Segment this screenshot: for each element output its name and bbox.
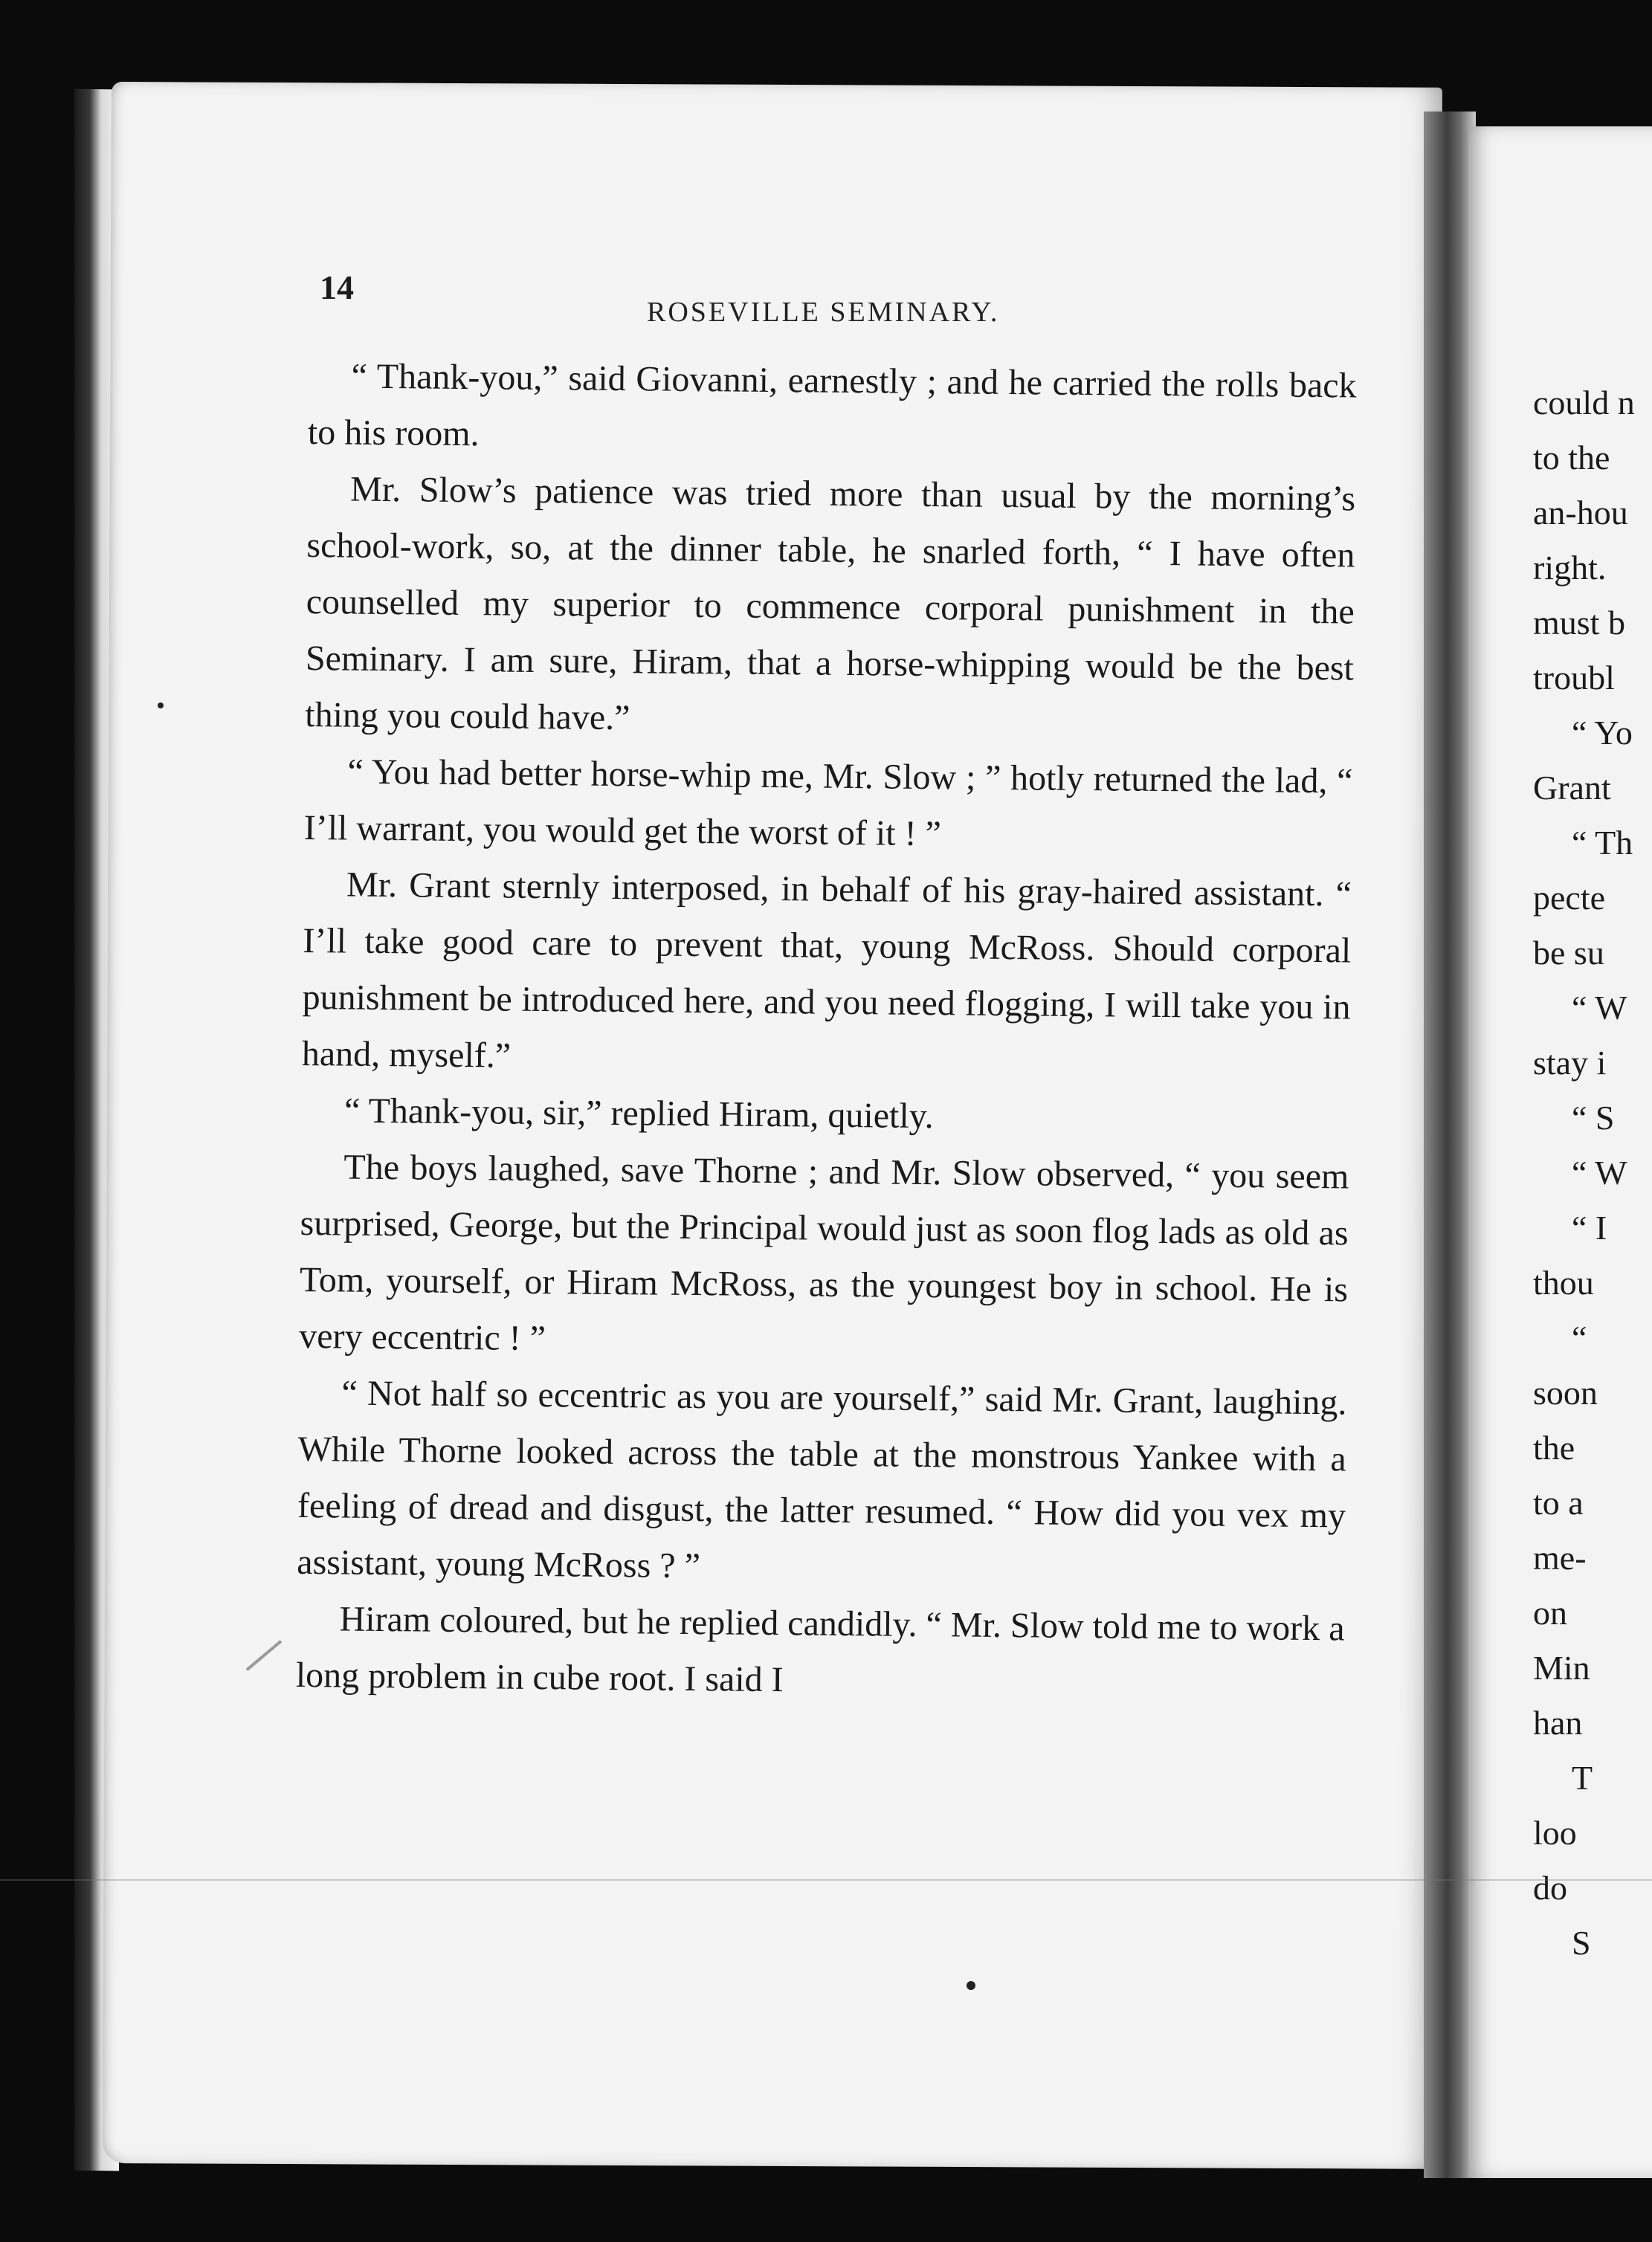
facing-page-line: “ S: [1572, 1099, 1615, 1137]
paragraph: Mr. Grant sternly interposed, in behalf of his gray-haired assistant. “ I’ll take good care to prevent that, young McRoss. Should corporal punishment be introduced here, and you need flogging, I will take you in hand, myself.”: [301, 865, 1352, 1076]
facing-page-line: pecte: [1533, 879, 1606, 917]
facing-page-line: stay i: [1533, 1044, 1607, 1082]
facing-page-line: could n: [1533, 384, 1635, 421]
paragraph: “ You had better horse-whip me, Mr. Slow ; ” hotly returned the lad, “ I’ll warrant, you would get the worst of it ! ”: [303, 752, 1353, 854]
facing-page-line: “ W: [1572, 1154, 1627, 1192]
paragraph: The boys laughed, save Thorne ; and Mr. Slow observed, “ you seem surprised, George, but the Principal would just as soon flog lads as old as Tom, yourself, or Hiram McRoss, as the youngest boy in school. He is very eccentric ! ”: [298, 1147, 1349, 1359]
facing-page-line: han: [1533, 1704, 1583, 1742]
facing-page-line: S: [1572, 1924, 1591, 1962]
facing-page-line: right.: [1533, 549, 1607, 587]
paragraph: “ Thank-you, sir,” replied Hiram, quietly.: [343, 1091, 934, 1137]
page-number: 14: [320, 268, 354, 306]
facing-page-line: the: [1533, 1429, 1575, 1467]
facing-page-line: an-hou: [1533, 494, 1628, 532]
paragraph: “ Thank-you,” said Giovanni, earnestly ; and he carried the rolls back to his room.: [307, 356, 1357, 454]
facing-page-line: T: [1572, 1759, 1593, 1797]
facing-page-line: do: [1533, 1869, 1567, 1907]
facing-page-line: “ Th: [1572, 824, 1633, 862]
facing-page-line: on: [1533, 1594, 1567, 1632]
facing-page-line: soon: [1533, 1374, 1598, 1412]
page-body-text: [295, 348, 1356, 1713]
paragraph: “ Not half so eccentric as you are yourself,” said Mr. Grant, laughing. While Thorne looked across the table at the monstrous Yankee with a feeling of dread and disgust, the latter resumed. “ How did you vex my assistant, young McRoss ? ”: [297, 1373, 1347, 1586]
running-head: ROSEVILLE SEMINARY.: [647, 297, 1000, 328]
paragraph: Hiram coloured, but he replied candidly. “ Mr. Slow told me to work a long problem in cube root. I said I: [295, 1599, 1345, 1700]
facing-page-line: to a: [1533, 1484, 1584, 1522]
facing-page-line: loo: [1533, 1814, 1577, 1852]
facing-page-line: Min: [1533, 1649, 1590, 1687]
facing-page-line: must b: [1533, 604, 1625, 642]
facing-page-line: be su: [1533, 934, 1604, 972]
facing-page-line: “ Yo: [1572, 714, 1633, 752]
facing-page-line: me-: [1533, 1539, 1587, 1577]
facing-page-line: Grant: [1533, 769, 1611, 807]
facing-page-line: “ W: [1572, 989, 1627, 1027]
scan-artifact-line: [0, 1879, 1652, 1881]
paragraph: Mr. Slow’s patience was tried more than usual by the morning’s school-work, so, at the dinner table, he snarled forth, “ I have often counselled my superior to commence corporal punishment in the Seminary. I am sure, Hiram, that a horse-whipping would be the best thing you could have.”: [305, 469, 1356, 738]
facing-page-line: “: [1572, 1319, 1587, 1357]
facing-page-text: [1533, 375, 1652, 1971]
facing-page-line: troubl: [1533, 659, 1615, 697]
facing-page-line: thou: [1533, 1264, 1594, 1302]
facing-page-line: to the: [1533, 439, 1610, 476]
ink-speck: [967, 1981, 975, 1990]
facing-page-line: “ I: [1572, 1209, 1607, 1247]
ink-speck: [158, 702, 164, 708]
